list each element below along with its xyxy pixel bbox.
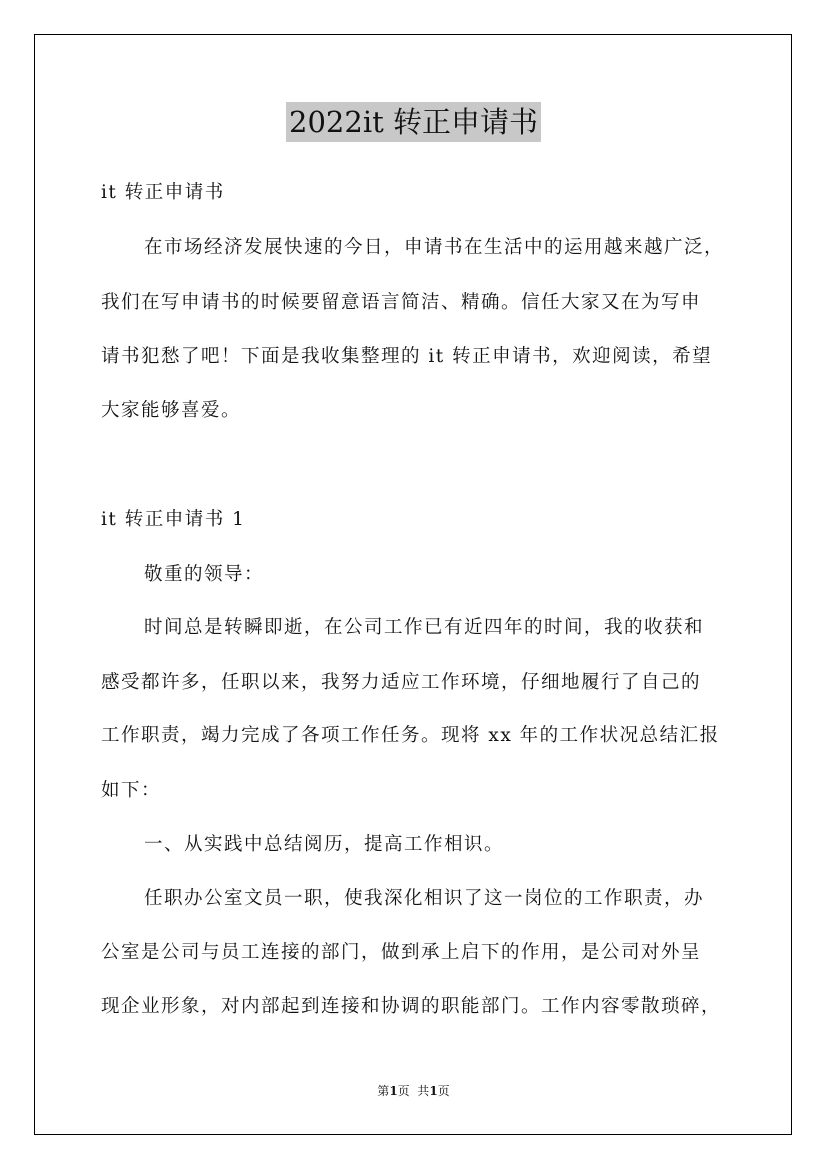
footer-mid: 页 共	[397, 1084, 430, 1098]
paragraph-line: 感受都许多，任职以来，我努力适应工作环境，仔细地履行了自己的	[101, 672, 702, 693]
paragraph-line: 请书犯愁了吧！下面是我收集整理的 it 转正申请书，欢迎阅读，希望	[101, 346, 713, 367]
heading-line: it 转正申请书	[101, 182, 225, 203]
paragraph-line: 如下：	[101, 780, 162, 801]
paragraph-line: 我们在写申请书的时候要留意语言简洁、精确。信任大家又在为写申	[101, 292, 702, 313]
footer-total-pages: 1	[429, 1084, 438, 1098]
footer-prefix: 第	[377, 1084, 390, 1098]
document-title: 2022it 转正申请书	[286, 102, 541, 142]
page-footer	[0, 1083, 827, 1099]
section-heading: it 转正申请书 1	[101, 509, 246, 530]
paragraph-line: 时间总是转瞬即逝，在公司工作已有近四年的时间，我的收获和	[144, 617, 705, 638]
paragraph-line: 在市场经济发展快速的今日，申请书在生活中的运用越来越广泛，	[144, 237, 725, 258]
paragraph-line: 现企业形象，对内部起到连接和协调的职能部门。工作内容零散琐碎，	[101, 996, 722, 1017]
title-container	[0, 102, 827, 142]
paragraph-line: 公室是公司与员工连接的部门，做到承上启下的作用，是公司对外呈	[101, 942, 702, 963]
footer-suffix: 页	[437, 1084, 450, 1098]
salutation-line: 敬重的领导：	[144, 564, 265, 585]
paragraph-line: 任职办公室文员一职，使我深化相识了这一岗位的工作职责，办	[144, 888, 705, 909]
subheading-line: 一、从实践中总结阅历，提高工作相识。	[144, 834, 505, 855]
footer-page-number: 1	[389, 1084, 398, 1098]
paragraph-line: 工作职责，竭力完成了各项工作任务。现将 xx 年的工作状况总结汇报	[101, 725, 720, 746]
paragraph-line: 大家能够喜爱。	[101, 400, 242, 421]
